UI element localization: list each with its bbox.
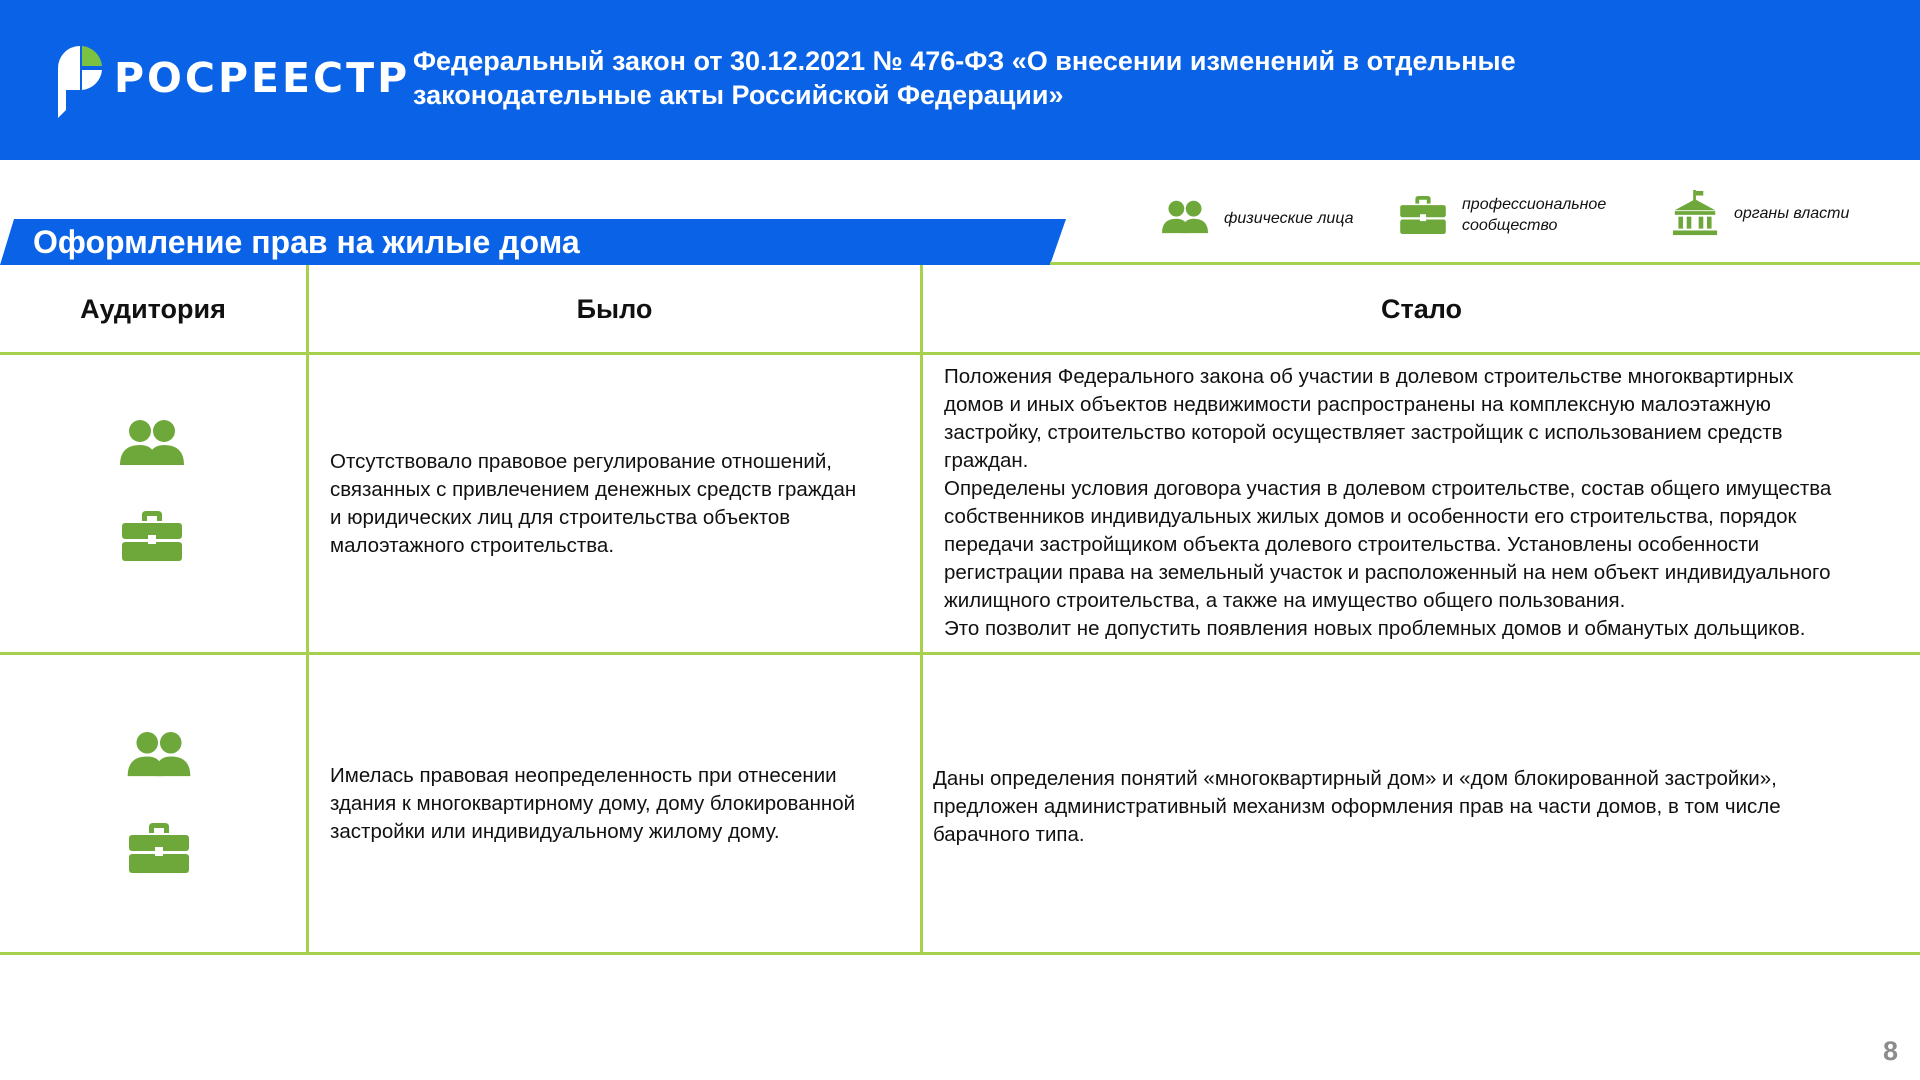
row-divider — [0, 652, 1920, 655]
audience-legend — [1160, 185, 1920, 245]
column-header-became: Стало — [1380, 293, 1463, 324]
row1-became-line: регистрации права на земельный участок и расположенный на нем объект индивидуального — [944, 561, 1831, 584]
row1-was-line: малоэтажного строительства. — [330, 534, 615, 557]
legend-label-authorities: органы власти — [1734, 204, 1850, 222]
legend-label-professional-line2: сообщество — [1462, 217, 1558, 234]
document-title-line2: законодательные акты Российской Федерации» — [413, 80, 1064, 110]
row2-became-line: Даны определения понятий «многоквартирный дом» и «дом блокированной застройки», — [933, 767, 1777, 790]
row1-was-line: и юридических лиц для строительства объектов — [330, 506, 791, 529]
row1-became-text — [944, 363, 1914, 643]
header-bar — [0, 0, 1920, 160]
legend-label-professional — [1462, 194, 1606, 236]
logo-mark-icon — [56, 44, 104, 120]
row1-became-line: жилищного строительства, а также на имущество общего пользования. — [944, 589, 1626, 612]
row1-became-line: собственников индивидуальных жилых домов и особенности его строительства, порядок — [944, 505, 1797, 528]
row1-became-line: граждан. — [944, 449, 1029, 472]
row1-became-line: домов и иных объектов недвижимости распространены на комплексную малоэтажную — [944, 393, 1771, 416]
page-number: 8 — [1882, 1036, 1898, 1066]
briefcase-icon — [1398, 192, 1448, 238]
column-divider-2 — [920, 265, 923, 955]
column-divider-1 — [306, 265, 309, 955]
row2-became-line: барачного типа. — [933, 823, 1085, 846]
row1-became-line: Положения Федерального закона об участии в долевом строительстве многоквартирных — [944, 365, 1794, 388]
row2-was-line: застройки или индивидуальному жилому дому. — [330, 820, 780, 843]
legend-item-professional — [1398, 192, 1606, 238]
legend-label-professional-line1: профессиональное — [1462, 196, 1607, 213]
government-building-icon — [1670, 190, 1720, 236]
legend-item-authorities — [1670, 190, 1849, 236]
row1-became-line: передачи застройщиком объекта долевого строительства. Установлены особенности — [944, 533, 1760, 556]
section-title: Оформление прав на жилые дома — [33, 224, 580, 260]
legend-item-individuals — [1160, 195, 1354, 241]
logo-text: РОСРЕЕСТР — [114, 54, 411, 102]
row2-was-line: Имелась правовая неопределенность при отнесении — [330, 764, 837, 787]
row2-people-icon — [126, 731, 192, 785]
rosreestr-logo — [56, 44, 411, 120]
row2-was-line: здания к многоквартирному дому, дому блокированной — [330, 792, 856, 815]
row2-was-text — [330, 762, 915, 846]
row1-was-line: связанных с привлечением денежных средств граждан — [330, 478, 857, 501]
row2-became-text — [933, 765, 1913, 849]
row1-was-text — [330, 448, 915, 560]
row1-briefcase-icon — [122, 511, 182, 566]
row1-became-line: Это позволит не допустить появления новых проблемных домов и обманутых дольщиков. — [944, 617, 1806, 640]
row1-became-line: Определены условия договора участия в долевом строительстве, состав общего имущества — [944, 477, 1832, 500]
row2-briefcase-icon — [129, 823, 189, 878]
row1-was-line: Отсутствовало правовое регулирование отношений, — [330, 450, 832, 473]
legend-label-individuals: физические лица — [1224, 209, 1354, 227]
table-bottom-border — [0, 952, 1920, 955]
row1-became-line: застройку, строительство которой осуществляет застройщик с использованием средств — [944, 421, 1783, 444]
document-title-line1: Федеральный закон от 30.12.2021 № 476-ФЗ «О внесении изменений в отдельные — [413, 46, 1516, 76]
row2-became-line: предложен административный механизм оформления прав на части домов, в том числе — [933, 795, 1781, 818]
section-banner — [0, 219, 1066, 265]
row1-people-icon — [118, 419, 186, 474]
document-title — [413, 44, 1713, 112]
people-icon — [1160, 195, 1210, 241]
column-header-audience: Аудитория — [80, 293, 226, 324]
column-header-was: Было — [576, 293, 653, 324]
